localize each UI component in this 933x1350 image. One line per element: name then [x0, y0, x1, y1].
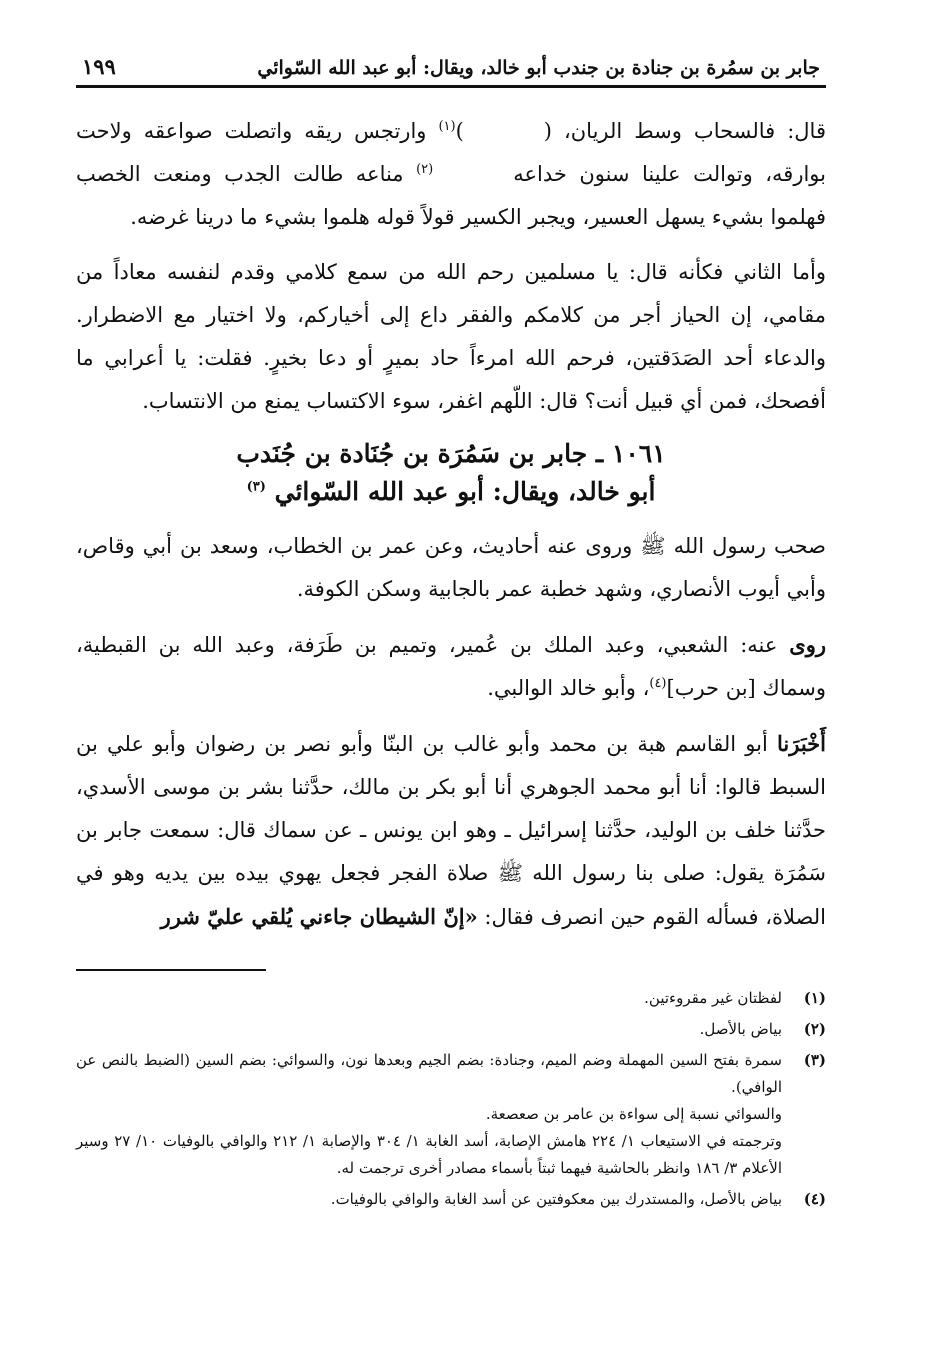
p5-quote: «إنّ الشيطان جاءني يُلقي عليّ شرر: [160, 904, 478, 929]
heading-line-2-wrap: [76, 473, 826, 511]
paragraph-4: [76, 623, 826, 710]
footnote-number: (٤): [803, 1190, 826, 1208]
footnote-ref-3: (٣): [246, 479, 266, 495]
footnote-number: (٣): [803, 1051, 826, 1069]
footnote-line: والسوائي نسبة إلى سواءة بن عامر بن صعصعة.: [485, 1105, 782, 1123]
footnote-1: [76, 985, 826, 1012]
footnote-separator: [76, 969, 266, 971]
paragraph-2: وأما الثاني فكأنه قال: يا مسلمين رحم الله من سمع كلامي وقدم لنفسه معاداً من مقامي، إن الحياز أجر من كلامكم والفقر داع إلى أخياركم، ولا اختيار مع الاضطرار. والدعاء أحد الصَدَقتين، فرحم الله امرءاً حاد بميرٍ أو دعا بخيرٍ. فقلت: يا أعرابي ما أفصحك، فمن أي قبيل أنت؟ قال: اللّهم اغفر، سوء الاكتساب يمنع من الانتساب.: [76, 260, 826, 413]
footnote-line: وترجمته في الاستيعاب ١/ ٢٢٤ هامش الإصابة، أسد الغابة ١/ ٣٠٤ والإصابة ١/ ٢١٢ والوافي بالوفيات ١٠/ ٢٧ وسير الأعلام ٣/ ١٨٦ وانظر بالحاشية فيهما ثبتاً بأسماء مصادر أخرى ترجمت له.: [76, 1132, 782, 1177]
footnotes: [76, 985, 826, 1213]
p1-text-a: قال: فالسحاب وسط الريان، (: [543, 119, 826, 143]
p1-text-d: مناعه طالت الجدب ومنعت الخصب فهلموا بشيء يسهل العسير، ويجبر الكسير قولاً قوله هلموا بشيء ما درينا غرضه.: [76, 162, 826, 229]
book-page: [76, 40, 826, 1217]
page-number: ١٩٩: [82, 54, 116, 79]
p4-text-a: عنه: الشعبي، وعبد الملك بن عُمير، وتميم بن طَرَفة، وعبد الله بن القبطية، وسماك [بن حرب]: [76, 633, 826, 700]
paragraph-3: صحب رسول الله ﷺ وروى عنه أحاديث، وعن عمر بن الخطاب، وسعد بن أبي وقاص، وأبي أيوب الأنصاري، وشهد خطبة عمر بالجابية وسكن الكوفة.: [76, 534, 826, 601]
footnote-3: [76, 1047, 826, 1182]
footnote-line: بياض بالأصل.: [699, 1020, 782, 1038]
footnote-number: (١): [803, 989, 826, 1007]
footnote-4: [76, 1186, 826, 1213]
p1-text-b: ): [455, 119, 464, 143]
footnote-line: سمرة بفتح السين المهملة وضم الميم، وجنادة: بضم الجيم وبعدها نون، والسوائي: بضم السين (الضبط بالنص عن الوافي).: [76, 1051, 782, 1096]
footnote-ref-1: (١): [438, 119, 456, 134]
footnote-text: [76, 1047, 782, 1182]
footnote-line: بياض بالأصل، والمستدرك بين معكوفتين عن أسد الغابة والوافي بالوفيات.: [330, 1190, 782, 1208]
running-title: جابر بن سمُرة بن جنادة بن جندب أبو خالد، ويقال: أبو عبد الله السّوائي: [257, 57, 820, 79]
p5-text-a: أبو القاسم هبة بن محمد وأبو غالب بن البنّا وأبو نصر بن رضوان وأبو علي بن السبط قالوا: أنا أبو محمد الجوهري أنا أبو بكر بن مالك، حدَّثنا بشر بن موسى الأسدي، حدَّثنا خلف بن الوليد، حدَّثنا إسرائيل ـ وهو ابن يونس ـ عن سماك قال: سمعت جابر بن سَمُرَة يقول: صلى بنا رسول الله ﷺ صلاة الفجر فجعل يهوي بيده بين يديه وهو في الصلاة، فسأله القوم حين انصرف فقال:: [76, 732, 826, 929]
paragraph-5: [76, 722, 826, 939]
footnote-text: [76, 985, 782, 1012]
p5-lead-word: أَخْبَرَنا: [777, 731, 826, 756]
p1-text-c: وارتجس ريقه واتصلت صواعقه ولاحت بوارقه، وتوالت علينا سنون خداعه: [76, 119, 826, 186]
paragraph-1: [76, 110, 826, 239]
heading-line-2: أبو خالد، ويقال: أبو عبد الله السّوائي: [274, 477, 656, 506]
footnote-ref-4: (٤): [649, 676, 667, 691]
footnote-text: [76, 1186, 782, 1213]
p4-text-b: ، وأبو خالد الوالبي.: [487, 676, 650, 700]
p4-lead-word: روى: [789, 632, 826, 657]
footnote-ref-2: (٢): [416, 162, 434, 177]
footnote-number: (٢): [803, 1020, 826, 1038]
main-text: [76, 110, 826, 939]
footnote-text: [76, 1016, 782, 1043]
biography-heading: [76, 435, 826, 511]
page-header: [76, 40, 826, 88]
footnote-2: [76, 1016, 826, 1043]
footnote-line: لفظتان غير مقروءتين.: [644, 989, 782, 1007]
heading-line-1: ١٠٦١ ـ جابر بن سَمُرَة بن جُنَادة بن جُنَدب: [236, 439, 666, 468]
